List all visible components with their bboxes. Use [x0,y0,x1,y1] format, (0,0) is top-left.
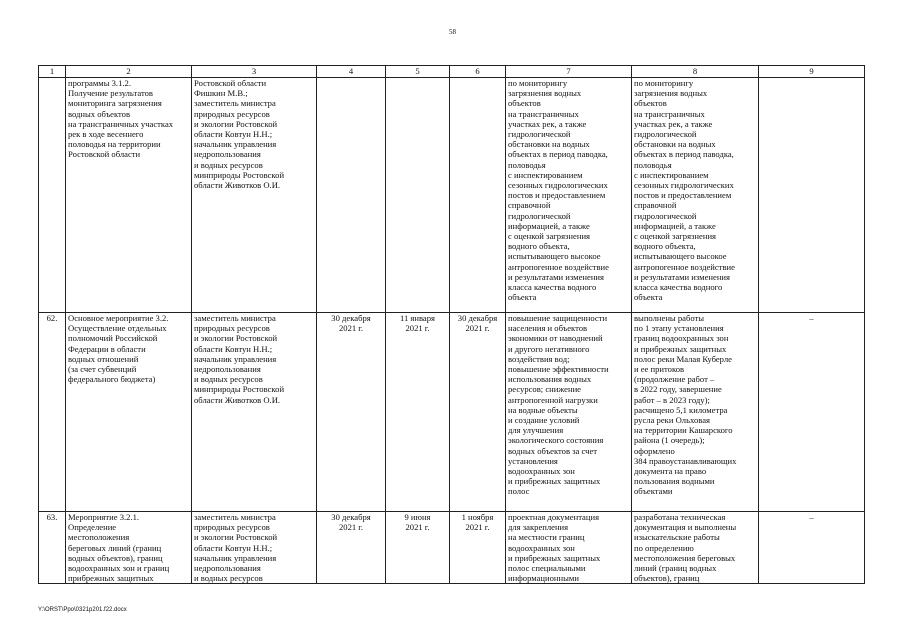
cell-text-line: 2021 г. [465,323,490,334]
cell-text-line: на территории Кашарского [634,425,733,436]
actual-result-cell [632,313,759,512]
measure-name-cell [66,512,192,584]
cell-text-line: водного объекта, [508,241,570,252]
cell-text-line: информацией, а также [508,220,590,231]
cell-text-line: объектов), границ [634,573,700,584]
cell-text-line: на трансграничных [634,108,705,119]
cell-text-line: антропогенное воздействие [634,261,735,272]
cell-text-line: рек в ходе весеннего [68,129,144,140]
cell-text-line: 30 декабря [457,313,498,323]
table-row [39,78,865,313]
cell-text-line: Определение [68,522,117,533]
cell-text-line: Федерации в области [68,343,146,354]
cell-text-line: 30 декабря [331,313,371,323]
column-number-row [39,66,865,78]
cell-text-line: местоположения [68,532,130,543]
cell-text-line: природных ресурсов [194,108,270,119]
cell-text-line: минприроды Ростовской [194,169,285,180]
cell-text-line: и ее притоков [634,364,685,375]
cell-text-line: участках рек, а также [508,118,587,129]
cell-text-line: половодья [508,159,546,170]
cell-text-line: выполнены работы [634,313,705,323]
cell-text-line: постов и предоставлением [634,190,732,201]
cell-text-line: с оценкой загрязнения [508,231,590,242]
file-path-footer: Y:\ORST\Ppo\0321p201.f22.docx [38,607,127,613]
reasons-not-implemented-cell [759,512,865,584]
cell-text-line: Ростовской области [194,78,267,88]
cell-text-line: полос специальными [508,563,586,574]
cell-text-line: Получение результатов [68,88,153,99]
planned-date-cell [317,512,386,584]
cell-text-line: информацией, а также [634,220,716,231]
reasons-not-implemented-cell [759,313,865,512]
cell-text-line: 2021 г. [405,522,430,533]
cell-text-line: недропользования [194,364,261,375]
actual-end-date-cell [450,78,506,313]
cell-text-line: мониторинга загрязнения [68,98,162,109]
cell-text-line: справочной [634,200,677,211]
cell-text-line: Мероприятие 3.2.1. [68,512,140,522]
cell-text-line: (продолжение работ – [634,374,715,385]
column-number: 3 [192,66,317,78]
cell-text-line: района (1 очередь); [634,435,705,446]
actual-start-date-cell [386,313,450,512]
expected-result-cell [506,78,632,313]
cell-text-line: линий (границ водных [634,563,717,574]
cell-text-line: и результатами изменения [634,271,730,282]
cell-text-line: ресурсов; снижение [508,384,581,395]
cell-text-line: по мониторингу [634,78,694,88]
cell-text-line: объекта [508,292,537,303]
cell-text-line: сезонных гидрологических [508,180,608,191]
cell-text-line: на местности границ [508,532,585,543]
cell-text-line: и прибрежных защитных [634,343,727,354]
cell-text-line: водоохранных зон и границ [68,563,170,574]
cell-text-line: 2021 г. [405,323,430,334]
cell-text-line: Фишкин М.В.; [194,88,248,99]
actual-start-date-cell [386,78,450,313]
cell-text-line: объектов [508,98,541,109]
column-number: 9 [759,66,865,78]
cell-text-line: проектная документация [508,512,600,522]
cell-text-line: водоохранных зон [508,466,575,477]
cell-text-line: природных ресурсов [194,323,270,334]
cell-text-line: (за счет субвенций [68,364,137,375]
cell-text-line: обстановки на водных [634,139,716,150]
cell-text-line: прибрежных защитных [68,573,154,584]
cell-text-line: на водные объекты [508,404,578,415]
cell-text-line: местоположения береговых [634,552,736,563]
cell-text-line: и результатами изменения [508,271,604,282]
cell-text-line: антропогенной нагрузки [508,394,598,405]
cell-text-line: 2021 г. [465,522,490,533]
actual-result-cell [632,512,759,584]
reasons-not-implemented-cell [759,78,865,313]
cell-text-line: программы 3.1.2. [68,78,131,88]
responsible-executor-cell [192,512,317,584]
cell-text-line: расчищено 5,1 километра [634,404,728,415]
cell-text-line: водных объектов), границ [68,552,163,563]
column-number: 5 [386,66,450,78]
responsible-executor-cell [192,313,317,512]
cell-text-line: класса качества водного [508,282,597,293]
cell-text: – [809,313,814,323]
cell-text-line: недропользования [194,563,261,574]
cell-text-line: области Животков О.И. [194,394,281,405]
actual-end-date-cell [450,512,506,584]
cell-text-line: для улучшения [508,425,564,436]
cell-text-line: с оценкой загрязнения [634,231,716,242]
cell-text-line: области Ковтун Н.Н.; [194,129,273,140]
cell-text-line: гидрологической [508,210,571,221]
cell-text-line: 384 правоустанавливающих [634,455,737,466]
cell-text-line: загрязнения водных [508,88,582,99]
cell-text-line: федерального бюджета) [68,374,156,385]
cell-text-line: участках рек, а также [634,118,713,129]
cell-text-line: на трансграничных [508,108,579,119]
table-row [39,512,865,584]
cell-text-line: 9 июня [404,512,431,522]
cell-text-line: с инспектированием [508,169,583,180]
cell-text-line: сезонных гидрологических [634,180,734,191]
cell-text-line: и экологии Ростовской [194,532,278,543]
cell-text-line: загрязнения водных [634,88,708,99]
cell-text-line: 2021 г. [338,323,364,334]
cell-text-line: и водных ресурсов [194,573,263,584]
cell-text-line: начальник управления [194,552,277,563]
column-number: 1 [39,66,66,78]
cell-text-line: документация и выполнены [634,522,737,533]
cell-text-line: 1 ноября [461,512,494,522]
cell-text-line: границ водоохранных зон [634,333,729,344]
planned-date-cell [317,313,386,512]
cell-text-line: для закрепления [508,522,569,533]
cell-text-line: и другого негативного [508,343,590,354]
cell-text-line: полос реки Малая Куберле [634,353,732,364]
cell-text-line: экономики от наводнений [508,333,603,344]
measure-name-cell [66,313,192,512]
cell-text-line: гидрологической [634,210,697,221]
cell-text-line: в 2022 году, завершение [634,384,722,395]
cell-text-line: по 1 этапу установления [634,323,724,334]
cell-text-line: водных объектов за счет [508,445,598,456]
cell-text-line: русла реки Ольховая [634,415,710,426]
cell-text-line: объекта [634,292,663,303]
cell-text-line: экологического состояния [508,435,604,446]
cell-text-line: водных объектов [68,108,131,119]
actual-result-cell [632,78,759,313]
cell-text-line: информационными [508,573,579,584]
cell-text-line: и прибрежных защитных [508,476,601,487]
cell-text-line: разработана техническая [634,512,726,522]
cell-text-line: объектах в период паводка, [508,149,608,160]
row-number-cell [39,78,66,313]
cell-text-line: постов и предоставлением [508,190,606,201]
cell-text-line: изыскательские работы [634,532,720,543]
cell-text-line: полномочий Российской [68,333,158,344]
cell-text: 63. [46,512,58,522]
cell-text-line: заместитель министра [194,512,276,522]
cell-text-line: использования водных [508,374,592,385]
cell-text-line: природных ресурсов [194,522,270,533]
cell-text-line: 2021 г. [338,522,364,533]
cell-text-line: начальник управления [194,139,277,150]
cell-text-line: полос [508,486,530,497]
expected-result-cell [506,313,632,512]
cell-text-line: Осуществление отдельных [68,323,167,334]
row-number-cell [39,512,66,584]
cell-text-line: и экологии Ростовской [194,333,278,344]
cell-text-line: справочной [508,200,551,211]
cell-text-line: водного объекта, [634,241,696,252]
cell-text-line: половодья на территории [68,139,161,150]
cell-text-line: и экологии Ростовской [194,118,278,129]
cell-text-line: пользования водными [634,476,715,487]
cell-text-line: по определению [634,542,694,553]
cell-text-line: и создание условий [508,415,580,426]
column-number: 7 [506,66,632,78]
cell-text-line: повышение защищенности [508,313,608,323]
cell-text-line: Ростовской области [68,149,141,160]
cell-text-line: документа на право [634,466,707,477]
cell-text-line: оформлено [634,445,675,456]
cell-text-line: обстановки на водных [508,139,590,150]
cell-text-line: объектах в период паводка, [634,149,734,160]
page-number: 58 [449,28,456,36]
cell-text-line: водных отношений [68,353,139,364]
cell-text-line: гидрологической [508,129,571,140]
cell-text-line: объектов [634,98,667,109]
cell-text-line: населения и объектов [508,323,588,334]
cell-text-line: и водных ресурсов [194,159,263,170]
responsible-executor-cell [192,78,317,313]
measure-name-cell [66,78,192,313]
cell-text-line: воздействия вод; [508,353,570,364]
cell-text-line: области Животков О.И. [194,180,281,191]
actual-start-date-cell [386,512,450,584]
planned-date-cell [317,78,386,313]
cell-text-line: на трансграничных участках [68,118,174,129]
cell-text-line: антропогенное воздействие [508,261,609,272]
cell-text: – [809,512,814,522]
cell-text-line: начальник управления [194,353,277,364]
actual-end-date-cell [450,313,506,512]
cell-text: 62. [46,313,58,323]
cell-text-line: установления [508,455,558,466]
column-number: 8 [632,66,759,78]
cell-text-line: минприроды Ростовской [194,384,285,395]
cell-text-line: по мониторингу [508,78,568,88]
cell-text-line: 30 декабря [331,512,371,522]
cell-text-line: работ – в 2023 году); [634,394,710,405]
cell-text-line: гидрологической [634,129,697,140]
cell-text-line: 11 января [400,313,435,323]
document-table [38,65,865,584]
cell-text-line: и водных ресурсов [194,374,263,385]
cell-text-line: Основное мероприятие 3.2. [68,313,169,323]
cell-text-line: области Ковтун Н.Н.; [194,542,273,553]
cell-text-line: объектами [634,486,673,497]
cell-text-line: с инспектированием [634,169,709,180]
cell-text-line: береговых линий (границ [68,542,162,553]
cell-text-line: заместитель министра [194,313,276,323]
cell-text-line: водоохранных зон [508,542,575,553]
cell-text-line: половодья [634,159,672,170]
cell-text-line: заместитель министра [194,98,276,109]
cell-text-line: испытывающего высокое [634,251,727,262]
cell-text-line: недропользования [194,149,261,160]
cell-text-line: области Ковтун Н.Н.; [194,343,273,354]
column-number: 6 [450,66,506,78]
row-number-cell [39,313,66,512]
cell-text-line: класса качества водного [634,282,723,293]
cell-text-line: и прибрежных защитных [508,552,601,563]
table-row [39,313,865,512]
cell-text-line: испытывающего высокое [508,251,601,262]
column-number: 2 [66,66,192,78]
column-number: 4 [317,66,386,78]
cell-text-line: повышение эффективности [508,364,609,375]
expected-result-cell [506,512,632,584]
